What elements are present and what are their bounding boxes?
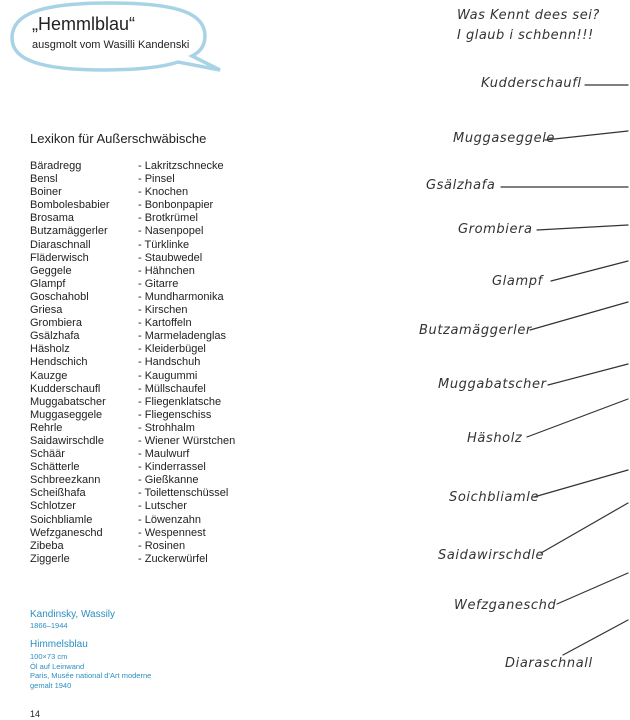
lexicon-row: [30, 160, 270, 173]
lexicon-row: [30, 225, 270, 238]
lexicon-row: [30, 330, 270, 343]
lexicon-term: Glampf: [30, 277, 66, 290]
lexicon-row: [30, 212, 270, 225]
lexicon-row: [30, 370, 270, 383]
lexicon-row: [30, 383, 270, 396]
lexicon-term: Rehrle: [30, 421, 63, 434]
label-soichbliamle: Soichbliamle: [449, 490, 540, 505]
lexicon-row: [30, 265, 270, 278]
matching-line: [563, 620, 628, 655]
lexicon-meaning: - Lakritzschnecke: [138, 160, 224, 172]
lexicon-row: [30, 435, 270, 448]
lexicon-term: Schbreezkann: [30, 474, 101, 487]
lexicon-meaning: - Brotkrümel: [138, 212, 198, 225]
artist-name: Kandinsky, Wassily: [30, 609, 116, 620]
lexicon-meaning: - Lutscher: [138, 500, 187, 513]
lexicon-term: Boiner: [30, 186, 62, 199]
lexicon-meaning: - Maulwurf: [138, 448, 190, 461]
lexicon-row: [30, 553, 270, 566]
matching-line: [537, 225, 628, 230]
lexicon-row: [30, 356, 270, 369]
lexicon-term: Soichbliamle: [30, 513, 93, 526]
label-diaraschnall: Diaraschnall: [505, 656, 593, 671]
lexicon-row: [30, 500, 270, 513]
lexicon-row: [30, 343, 270, 356]
lexicon-meaning: - Pinsel: [138, 173, 175, 186]
lexicon-meaning: - Fliegenklatsche: [138, 395, 222, 408]
lexicon-term: Geggele: [30, 264, 72, 277]
lexicon-row: [30, 487, 270, 500]
lexicon-term: Zibeba: [30, 539, 64, 552]
lexicon-term: Ziggerle: [30, 552, 70, 565]
lexicon-term: Fläderwisch: [30, 251, 89, 264]
lexicon-row: [30, 199, 270, 212]
lexicon-term: Kudderschaufl: [30, 382, 101, 395]
label-muggabatscher: Muggabatscher: [438, 377, 547, 392]
lexicon-meaning: - Kartoffeln: [138, 317, 192, 330]
label-muggaseggele: Muggaseggele: [453, 131, 556, 146]
matching-line: [545, 131, 628, 140]
lexicon-meaning: - Bonbonpapier: [138, 199, 214, 212]
matching-line: [557, 573, 628, 604]
bubble-title: „Hemmlblau“: [32, 14, 136, 34]
lexicon-term: Bäradregg: [30, 160, 82, 172]
page-number: 14: [30, 709, 41, 719]
label-wefzganeschd: Wefzganeschd: [454, 598, 557, 613]
lexicon-term: Muggaseggele: [30, 408, 103, 421]
lexicon-row: [30, 304, 270, 317]
label-saidawirschdle: Saidawirschdle: [438, 548, 545, 563]
lexicon-row: [30, 252, 270, 265]
lexicon-row: [30, 448, 270, 461]
matching-line: [530, 302, 628, 330]
lexicon-term: Hendschich: [30, 356, 88, 369]
lexicon-row: [30, 186, 270, 199]
lexicon-meaning: - Fliegenschiss: [138, 408, 212, 421]
bubble-subtitle: ausgmolt vom Wasilli Kandenski: [32, 39, 190, 51]
label-grombiera: Grombiera: [458, 222, 533, 237]
lexicon-term: Diaraschnall: [30, 238, 91, 251]
lexicon-meaning: - Hähnchen: [138, 264, 195, 277]
label-gsaelzhafa: Gsälzhafa: [426, 178, 496, 193]
lexicon-term: Bensl: [30, 173, 58, 186]
lexicon-term: Grombiera: [30, 317, 82, 330]
lexicon-meaning: - Löwenzahn: [138, 513, 201, 526]
lexicon-title: Lexikon für Außerschwäbische: [30, 131, 207, 146]
lexicon-meaning: - Strohhalm: [138, 421, 195, 434]
lexicon-row: [30, 474, 270, 487]
handwritten-note-line2: I glaub i schbenn!!!: [457, 28, 594, 43]
label-haesholz: Häsholz: [467, 431, 523, 446]
label-butzamaeggerler: Butzamäggerler: [419, 323, 532, 338]
artwork-title: Himmelsblau: [30, 639, 88, 650]
lexicon-term: Muggabatscher: [30, 395, 106, 408]
lexicon-term: Schätterle: [30, 461, 80, 474]
lexicon-term: Schlotzer: [30, 500, 76, 513]
lexicon-row: [30, 409, 270, 422]
lexicon-term: Bombolesbabier: [30, 199, 110, 212]
lexicon-meaning: - Kinderrassel: [138, 461, 206, 474]
lexicon-row: [30, 540, 270, 553]
artwork-medium: Öl auf Leinwand: [30, 661, 85, 671]
lexicon-row: [30, 317, 270, 330]
lexicon-meaning: - Staubwedel: [138, 251, 203, 264]
lexicon-list: [30, 160, 270, 566]
lexicon-meaning: - Wiener Würstchen: [138, 434, 236, 447]
lexicon-row: [30, 514, 270, 527]
handwritten-note-line1: Was Kennt dees sei?: [457, 8, 600, 23]
lexicon-meaning: - Handschuh: [138, 356, 201, 369]
artist-years: 1866–1944: [30, 621, 68, 630]
artwork-size: 100×73 cm: [30, 652, 68, 661]
lexicon-term: Schäär: [30, 448, 65, 461]
lexicon-meaning: - Gießkanne: [138, 474, 199, 487]
matching-line: [551, 261, 628, 281]
lexicon-meaning: - Wespennest: [138, 526, 206, 539]
lexicon-term: Goschahobl: [30, 290, 89, 303]
lexicon-row: [30, 422, 270, 435]
lexicon-term: Butzamäggerler: [30, 225, 108, 238]
lexicon-term: Griesa: [30, 304, 63, 317]
matching-line: [527, 399, 628, 437]
label-glampf: Glampf: [492, 274, 543, 289]
lexicon-term: Wefzganeschd: [30, 526, 103, 539]
lexicon-term: Kauzge: [30, 369, 68, 382]
lexicon-meaning: - Kleiderbügel: [138, 343, 206, 356]
lexicon-row: [30, 278, 270, 291]
lexicon-row: [30, 239, 270, 252]
lexicon-meaning: - Marmeladenglas: [138, 330, 227, 343]
artwork-location: Paris, Musée national d’Art moderne: [30, 671, 152, 680]
lexicon-meaning: - Rosinen: [138, 539, 186, 552]
matching-line: [541, 503, 628, 553]
artwork-painted: gemalt 1940: [30, 680, 72, 690]
lexicon-meaning: - Knochen: [138, 186, 189, 199]
lexicon-meaning: - Türklinke: [138, 238, 190, 251]
lexicon-row: [30, 527, 270, 540]
label-kudderschaufl: Kudderschaufl: [481, 76, 582, 91]
lexicon-meaning: - Kaugummi: [138, 369, 198, 382]
lexicon-row: [30, 173, 270, 186]
lexicon-meaning: - Müllschaufel: [138, 382, 206, 395]
lexicon-row: [30, 291, 270, 304]
matching-line: [548, 364, 628, 385]
lexicon-row: [30, 461, 270, 474]
lexicon-term: Scheißhafa: [30, 487, 86, 500]
lexicon-meaning: - Toilettenschüssel: [138, 487, 229, 500]
lexicon-row: [30, 396, 270, 409]
lexicon-term: Gsälzhafa: [30, 330, 80, 343]
lexicon-term: Brosama: [30, 212, 75, 225]
matching-line: [534, 470, 628, 497]
lexicon-meaning: - Kirschen: [138, 304, 188, 317]
lexicon-meaning: - Gitarre: [138, 277, 179, 290]
lexicon-meaning: - Mundharmonika: [138, 290, 224, 303]
lexicon-meaning: - Nasenpopel: [138, 225, 204, 238]
lexicon-term: Saidawirschdle: [30, 434, 104, 447]
lexicon-meaning: - Zuckerwürfel: [138, 552, 208, 565]
lexicon-term: Häsholz: [30, 343, 70, 356]
